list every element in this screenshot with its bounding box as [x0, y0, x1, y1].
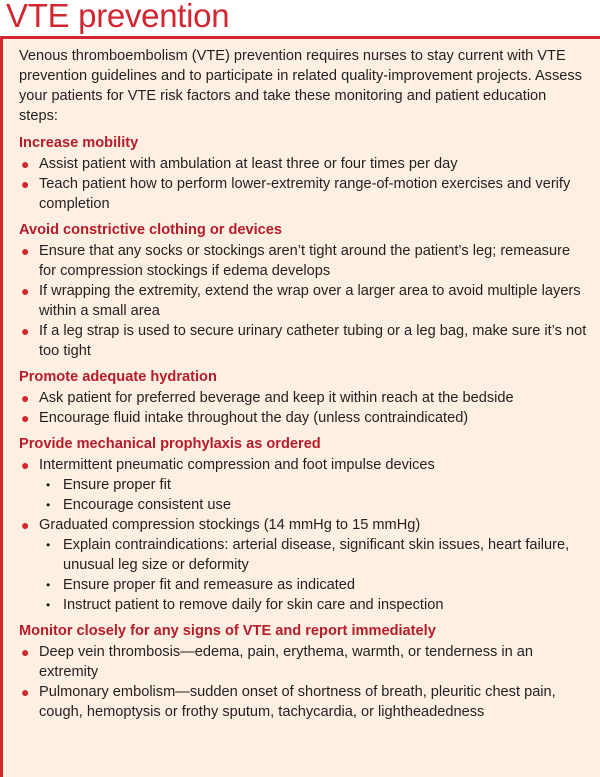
bullet-icon: ● [21, 644, 30, 660]
list-item-text: Deep vein thrombosis—edema, pain, erythema, warmth, or tenderness in an extremity [39, 644, 533, 680]
page-title: VTE prevention [6, 0, 230, 34]
bullet-icon: ● [21, 410, 30, 426]
sub-bullet-icon: • [46, 538, 51, 552]
bullet-list [19, 455, 588, 615]
sub-list [39, 535, 588, 615]
list-item-text: Intermittent pneumatic compression and foot impulse devices [39, 457, 435, 473]
section-heading: Provide mechanical prophylaxis as ordered [19, 436, 321, 452]
list-item-text: Teach patient how to perform lower-extremity range-of-motion exercises and verify completion [39, 176, 571, 212]
sub-list-item-text: Ensure proper fit and remeasure as indicated [63, 577, 356, 593]
bullet-list [19, 154, 588, 214]
list-item-text: Encourage fluid intake throughout the day (unless contraindicated) [39, 410, 469, 426]
sub-list-item-text: Instruct patient to remove daily for skin care and inspection [63, 597, 444, 613]
list-item-text: Pulmonary embolism—sudden onset of shortness of breath, pleuritic chest pain, cough, hemoptysis or frothy sputum, tachycardia, or lightheadedness [39, 684, 556, 720]
section-heading: Avoid constrictive clothing or devices [19, 222, 283, 238]
list-item [19, 642, 588, 682]
list-item-text: If wrapping the extremity, extend the wrap over a larger area to avoid multiple layers within a small area [39, 283, 581, 319]
bullet-icon: ● [21, 457, 30, 473]
list-item [19, 515, 588, 615]
section [19, 133, 588, 214]
list-item-text: Graduated compression stockings (14 mmHg to 15 mmHg) [39, 517, 421, 533]
list-item-text: Assist patient with ambulation at least three or four times per day [39, 156, 458, 172]
list-item [19, 388, 588, 408]
section-heading: Increase mobility [19, 135, 139, 151]
list-item [19, 174, 588, 214]
sub-list-item [39, 595, 588, 615]
section [19, 621, 588, 722]
left-border [0, 36, 3, 777]
section [19, 434, 588, 615]
list-item [19, 281, 588, 321]
section-heading: Monitor closely for any signs of VTE and report immediately [19, 623, 436, 639]
bullet-icon: ● [21, 156, 30, 172]
intro-paragraph: Venous thromboembolism (VTE) prevention requires nurses to stay current with VTE prevention guidelines and to participate in related quality-improvement projects. Assess your patients for VTE risk factors and take these monitoring and patient education steps: [19, 48, 582, 124]
bullet-icon: ● [21, 323, 30, 339]
bullet-icon: ● [21, 684, 30, 700]
list-item-text: Ensure that any socks or stockings aren’t tight around the patient’s leg; remeasure for compression stockings if edema develops [39, 243, 571, 279]
bullet-icon: ● [21, 176, 30, 192]
sub-list-item [39, 495, 588, 515]
sub-list-item-text: Explain contraindications: arterial disease, significant skin issues, heart failure, unusual leg size or deformity [63, 537, 570, 573]
sub-list [39, 475, 588, 515]
section [19, 220, 588, 361]
list-item [19, 682, 588, 722]
sub-list-item-text: Ensure proper fit [63, 477, 171, 493]
sub-bullet-icon: • [46, 498, 51, 512]
list-item [19, 408, 588, 428]
title-divider [0, 36, 600, 39]
sub-list-item [39, 475, 588, 495]
list-item-text: If a leg strap is used to secure urinary catheter tubing or a leg bag, make sure it’s not too tight [39, 323, 587, 359]
list-item [19, 455, 588, 515]
list-item [19, 321, 588, 361]
sub-bullet-icon: • [46, 578, 51, 592]
sub-list-item [39, 575, 588, 595]
list-item [19, 154, 588, 174]
sidebar-content [19, 46, 588, 728]
sections-container [19, 133, 588, 722]
bullet-icon: ● [21, 243, 30, 259]
bullet-icon: ● [21, 283, 30, 299]
section [19, 367, 588, 428]
sub-list-item [39, 535, 588, 575]
sub-bullet-icon: • [46, 598, 51, 612]
bullet-list [19, 241, 588, 361]
list-item-text: Ask patient for preferred beverage and keep it within reach at the bedside [39, 390, 514, 406]
bullet-list [19, 388, 588, 428]
list-item [19, 241, 588, 281]
sub-bullet-icon: • [46, 478, 51, 492]
bullet-icon: ● [21, 390, 30, 406]
sub-list-item-text: Encourage consistent use [63, 497, 231, 513]
section-heading: Promote adequate hydration [19, 369, 217, 385]
bullet-list [19, 642, 588, 722]
bullet-icon: ● [21, 517, 30, 533]
title-bar [0, 0, 600, 38]
